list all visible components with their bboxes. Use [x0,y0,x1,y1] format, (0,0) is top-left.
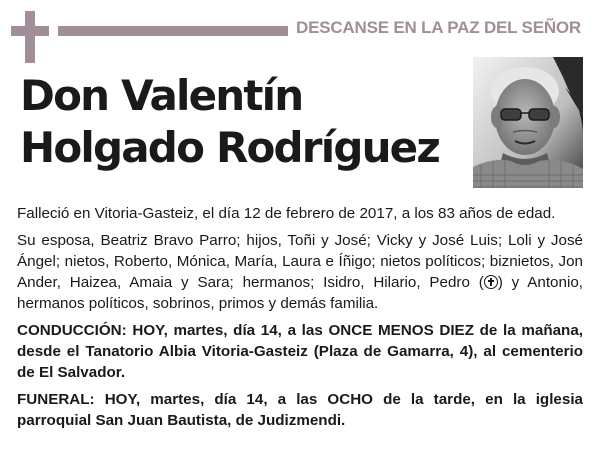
death-notice: Falleció en Vitoria-Gasteiz, el día 12 de febrero de 2017, a los 83 años de edad. [17,205,556,222]
header-title: DESCANSE EN LA PAZ DEL SEÑOR [296,18,582,37]
deceased-name-line2: Holgado Rodríguez [20,123,440,172]
family-list-part2: ) y Antonio, hermanos políticos, sobrinos, primos y demás familia. [17,274,583,312]
conduccion-info: CONDUCCIÓN: HOY, martes, día 14, a las ONCE MENOS DIEZ de la mañana, desde el Tanatorio Albia Vitoria-Gasteiz (Plaza de Gamarra, 4), al cementerio de El Salvador. [17,322,583,381]
deceased-name [20,70,470,174]
family-list-part1: Su esposa, Beatriz Bravo Parro; hijos, Toñi y José; Vicky y José Luis; Loli y José Ángel; nietos, Roberto, Mónica, María, Laura e Íñigo; nietos políticos; biznietos, Jon Ander, Haizea, Amaia y Sara; hermanos; Isidro, Hilario, Pedro ( [17,232,583,291]
circled-cross-icon [484,275,498,289]
header-divider-bar [58,26,288,36]
latin-cross-icon [11,11,49,63]
obituary-body [17,203,583,437]
family-list [17,230,583,314]
deceased-name-line1: Don Valentín [20,71,303,120]
portrait-photo [473,57,583,188]
funeral-info: FUNERAL: HOY, martes, día 14, a las OCHO de la tarde, en la iglesia parroquial San Juan Bautista, de Judizmendi. [17,391,583,429]
